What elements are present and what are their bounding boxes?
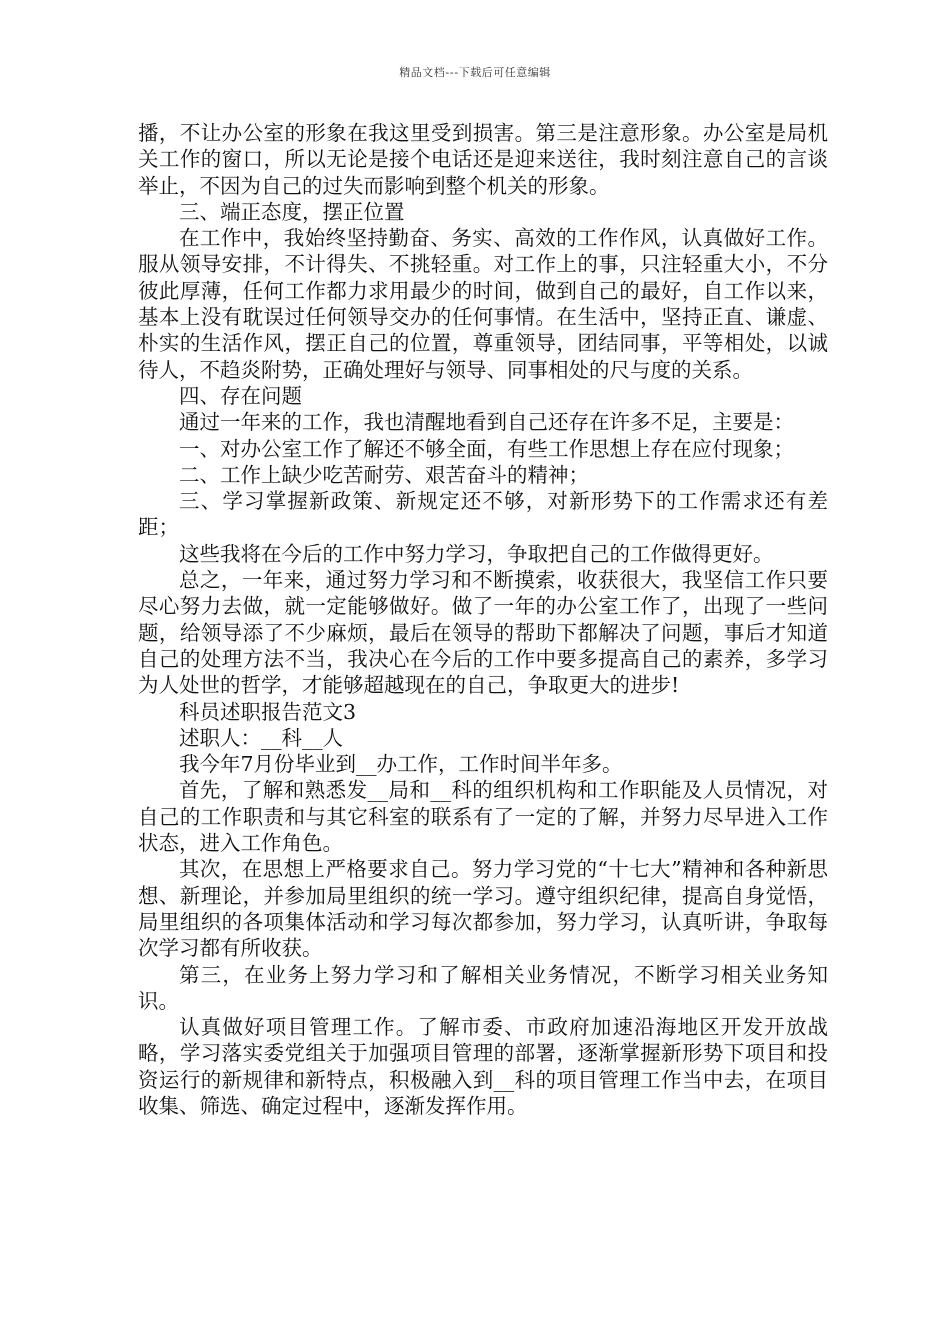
paragraph: 播，不让办公室的形象在我这里受到损害。第三是注意形象。办公室是局机关工作的窗口，所以无论是接个电话还是迎来送往，我时刻注意自己的言谈举止，不因为自己的过失而影响到整个机关的形象。 — [138, 121, 828, 198]
section-title: 科员述职报告范文3 — [179, 699, 357, 724]
list-item: 三、学习掌握新政策、新规定还不够，对新形势下的工作需求还有差距； — [138, 489, 828, 540]
section-heading: 三、端正态度，摆正位置 — [179, 199, 405, 224]
paragraph: 认真做好项目管理工作。了解市委、市政府加速沿海地区开发开放战略，学习落实委党组关于加强项目管理的部署，逐渐掌握新形势下项目和投资运行的新规律和新特点，积极融入到__科的项目管理工作当中去，在项目收集、筛选、确定过程中，逐渐发挥作用。 — [138, 1015, 828, 1118]
paragraph: 我今年7月份毕业到__办工作，工作时间半年多。 — [179, 752, 623, 777]
paragraph: 总之，一年来，通过努力学习和不断摸索，收获很大，我坚信工作只要尽心努力去做，就一定能够做好。做了一年的办公室工作了，出现了一些问题，给领导添了不少麻烦，最后在领导的帮助下都解决了问题，事后才知道自己的处理方法不当，我决心在今后的工作中要多提高自己的素养，多学习为人处世的哲学，才能够超越现在的自己，争取更大的进步! — [138, 568, 828, 698]
page-header: 精品文档---下载后可任意编辑 — [399, 66, 551, 79]
list-item: 一、对办公室工作了解还不够全面，有些工作思想上存在应付现象； — [179, 436, 794, 461]
list-item: 二、工作上缺少吃苦耐劳、艰苦奋斗的精神； — [179, 462, 589, 487]
reporter-line: 述职人：__科__人 — [179, 725, 343, 750]
section-heading: 四、存在问题 — [179, 383, 302, 408]
document-body — [138, 120, 828, 1119]
paragraph: 其次，在思想上严格要求自己。努力学习党的“十七大”精神和各种新思想、新理论，并参加局里组织的统一学习。遵守组织纪律，提高自身觉悟，局里组织的各项集体活动和学习每次都参加，努力学习，认真听讲，争取每次学习都有所收获。 — [138, 857, 828, 961]
paragraph: 在工作中，我始终坚持勤奋、务实、高效的工作作风，认真做好工作。服从领导安排，不计得失、不挑轻重。对工作上的事，只注轻重大小，不分彼此厚薄，任何工作都力求用最少的时间，做到自己的最好，自工作以来，基本上没有耽误过任何领导交办的任何事情。在生活中，坚持正直、谦虚、朴实的生活作风，摆正自己的位置，尊重领导，团结同事，平等相处，以诚待人，不趋炎附势，正确处理好与领导、同事相处的尺与度的关系。 — [138, 226, 828, 382]
paragraph: 首先，了解和熟悉发__局和__科的组织机构和工作职能及人员情况，对自己的工作职责和与其它科室的联系有了一定的了解，并努力尽早进入工作状态，进入工作角色。 — [138, 778, 828, 856]
paragraph: 通过一年来的工作，我也清醒地看到自己还存在许多不足，主要是： — [179, 410, 794, 435]
paragraph: 第三，在业务上努力学习和了解相关业务情况，不断学习相关业务知识。 — [138, 962, 828, 1013]
paragraph: 这些我将在今后的工作中努力学习，争取把自己的工作做得更好。 — [179, 541, 774, 566]
